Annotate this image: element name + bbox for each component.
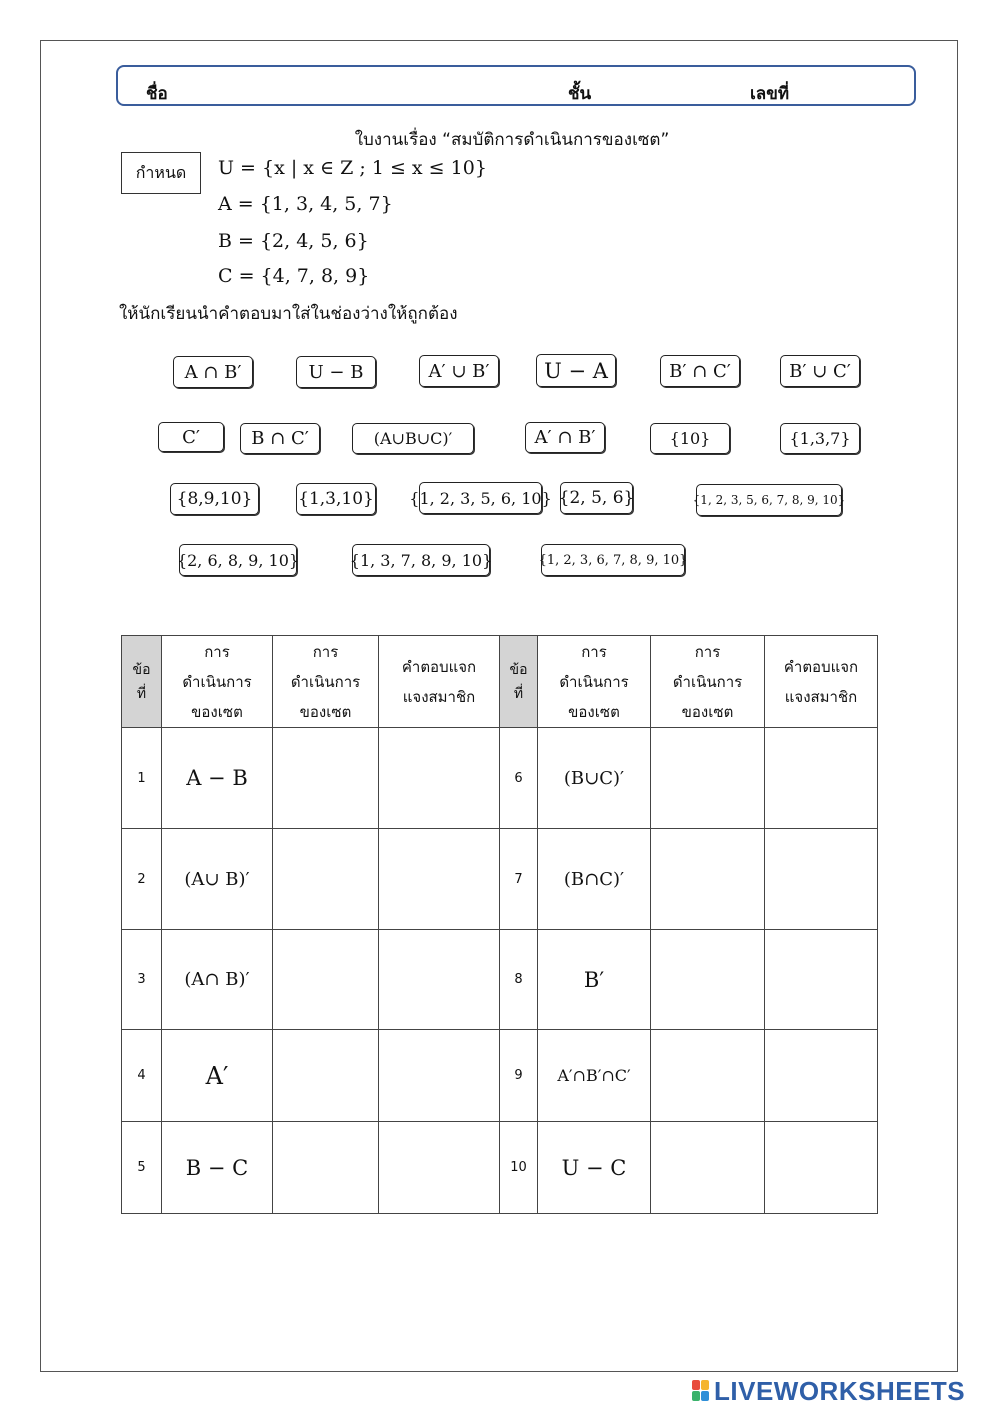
answer-chip[interactable]: A′ ∩ B′ — [525, 422, 605, 453]
set-c-definition: C = {4, 7, 8, 9} — [218, 265, 370, 287]
answer-chip[interactable]: A′ ∪ B′ — [419, 355, 499, 387]
operation-cell: A − B — [162, 728, 273, 829]
operation-cell: A′ — [162, 1030, 273, 1122]
operation-drop-zone[interactable] — [273, 1122, 379, 1214]
name-label: ชื่อ — [146, 84, 168, 104]
answer-chip[interactable]: (A∪B∪C)′ — [352, 423, 474, 454]
answer-chip[interactable]: B′ ∪ C′ — [780, 355, 860, 387]
members-drop-zone[interactable] — [379, 930, 500, 1030]
item-number: 2 — [122, 829, 162, 930]
class-label: ชั้น — [568, 84, 592, 104]
operation-drop-zone[interactable] — [651, 930, 765, 1030]
item-number: 9 — [500, 1030, 538, 1122]
members-drop-zone[interactable] — [765, 829, 878, 930]
answer-chip[interactable]: {2, 6, 8, 9, 10} — [179, 544, 297, 576]
given-label: กำหนด — [121, 152, 201, 194]
answer-chip[interactable]: {1, 2, 3, 6, 7, 8, 9, 10} — [541, 544, 685, 576]
header-members: คำตอบแจก แจงสมาชิก — [379, 636, 500, 728]
operation-cell: (B∪C)′ — [538, 728, 651, 829]
student-info-bar — [116, 65, 916, 106]
answer-table — [121, 635, 878, 1214]
table-row — [122, 829, 878, 930]
logo-icon — [692, 1380, 710, 1402]
table-row — [122, 728, 878, 829]
answer-chip[interactable]: C′ — [158, 422, 224, 452]
header-operation: การ ดำเนินการ ของเซต — [538, 636, 651, 728]
operation-drop-zone[interactable] — [651, 1030, 765, 1122]
operation-cell: A′∩B′∩C′ — [538, 1030, 651, 1122]
members-drop-zone[interactable] — [765, 728, 878, 829]
operation-drop-zone[interactable] — [651, 1122, 765, 1214]
answer-chip[interactable]: {1,3,7} — [780, 423, 860, 454]
operation-drop-zone[interactable] — [651, 728, 765, 829]
header-operation: การ ดำเนินการ ของเซต — [162, 636, 273, 728]
item-number: 4 — [122, 1030, 162, 1122]
members-drop-zone[interactable] — [379, 1030, 500, 1122]
answer-chip[interactable]: U − B — [296, 356, 376, 388]
item-number: 10 — [500, 1122, 538, 1214]
item-number: 5 — [122, 1122, 162, 1214]
operation-drop-zone[interactable] — [273, 1030, 379, 1122]
operation-drop-zone[interactable] — [651, 829, 765, 930]
item-number: 1 — [122, 728, 162, 829]
members-drop-zone[interactable] — [379, 829, 500, 930]
operation-drop-zone[interactable] — [273, 930, 379, 1030]
operation-cell: B′ — [538, 930, 651, 1030]
header-item-number: ข้อ ที่ — [122, 636, 162, 728]
answer-chip[interactable]: {1, 2, 3, 5, 6, 7, 8, 9, 10} — [696, 484, 842, 516]
header-item-number: ข้อ ที่ — [500, 636, 538, 728]
members-drop-zone[interactable] — [765, 1122, 878, 1214]
operation-drop-zone[interactable] — [273, 728, 379, 829]
answer-chip[interactable]: B ∩ C′ — [240, 423, 320, 454]
header-members: คำตอบแจก แจงสมาชิก — [765, 636, 878, 728]
set-a-definition: A = {1, 3, 4, 5, 7} — [218, 193, 393, 215]
answer-chip[interactable]: {2, 5, 6} — [560, 482, 633, 514]
table-row — [122, 1030, 878, 1122]
logo-text: LIVEWORKSHEETS — [714, 1375, 966, 1406]
worksheet-title: ใบงานเรื่อง “สมบัติการดำเนินการของเซต” — [354, 130, 670, 150]
universal-set-definition: U = {x | x ∈ Z ; 1 ≤ x ≤ 10} — [218, 157, 487, 179]
operation-cell: U − C — [538, 1122, 651, 1214]
set-b-definition: B = {2, 4, 5, 6} — [218, 230, 369, 252]
members-drop-zone[interactable] — [379, 728, 500, 829]
members-drop-zone[interactable] — [379, 1122, 500, 1214]
operation-drop-zone[interactable] — [273, 829, 379, 930]
answer-chip[interactable]: B′ ∩ C′ — [660, 355, 740, 387]
liveworksheets-logo — [692, 1376, 965, 1406]
members-drop-zone[interactable] — [765, 930, 878, 1030]
operation-cell: (B∩C)′ — [538, 829, 651, 930]
answer-chip[interactable]: {10} — [650, 423, 730, 454]
answer-chip[interactable]: {1,3,10} — [296, 483, 376, 515]
item-number: 7 — [500, 829, 538, 930]
header-operation-answer: การ ดำเนินการ ของเซต — [651, 636, 765, 728]
answer-chip[interactable]: {1, 2, 3, 5, 6, 10} — [419, 482, 542, 514]
item-number: 3 — [122, 930, 162, 1030]
answer-chip[interactable]: {1, 3, 7, 8, 9, 10} — [352, 544, 490, 576]
operation-cell: (A∪ B)′ — [162, 829, 273, 930]
operation-cell: (A∩ B)′ — [162, 930, 273, 1030]
table-header-row — [122, 636, 878, 728]
members-drop-zone[interactable] — [765, 1030, 878, 1122]
header-operation-answer: การ ดำเนินการ ของเซต — [273, 636, 379, 728]
instruction-text: ให้นักเรียนนำคำตอบมาใส่ในช่องว่างให้ถูกต้อง — [119, 304, 458, 324]
answer-chip[interactable]: U − A — [536, 354, 616, 387]
table-row — [122, 930, 878, 1030]
number-label: เลขที่ — [750, 84, 790, 104]
table-row — [122, 1122, 878, 1214]
answer-chip[interactable]: A ∩ B′ — [173, 356, 253, 388]
item-number: 8 — [500, 930, 538, 1030]
answer-chip[interactable]: {8,9,10} — [170, 483, 259, 515]
operation-cell: B − C — [162, 1122, 273, 1214]
item-number: 6 — [500, 728, 538, 829]
